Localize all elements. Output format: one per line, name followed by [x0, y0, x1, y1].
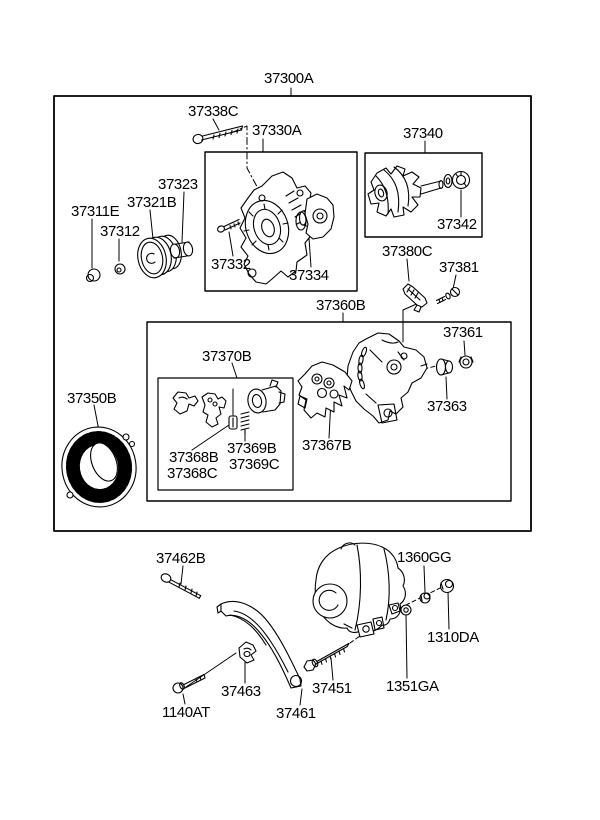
bolt-37462B-drawing — [160, 572, 201, 598]
rotor-37340-drawing — [368, 166, 443, 217]
rear-bracket-37360B-drawing — [347, 333, 427, 423]
bracket-37461-drawing — [217, 601, 302, 688]
part-label-37361: 37361 — [443, 324, 483, 341]
cap-nut-37363-drawing — [437, 359, 453, 375]
part-label-37321B: 37321B — [127, 194, 177, 211]
part-label-1140AT: 1140AT — [162, 704, 210, 721]
part-label-37311E: 37311E — [71, 203, 120, 220]
stator-37350B-drawing — [57, 422, 141, 512]
part-label-37330A: 37330A — [252, 122, 302, 139]
bolt-37338C-drawing — [192, 126, 242, 145]
part-label-37338C: 37338C — [188, 103, 239, 120]
washer-1351GA-drawing — [401, 605, 411, 615]
screw-37381-drawing — [437, 288, 460, 304]
nut-1310DA-drawing — [441, 580, 454, 593]
brush-holder-37380C-drawing — [403, 284, 427, 312]
holder-37368-drawing — [202, 393, 226, 427]
rectifier-37367B-drawing — [298, 362, 352, 418]
nut-37311E-drawing — [87, 269, 101, 282]
part-label-37370B: 37370B — [202, 348, 252, 365]
part-label-37332: 37332 — [211, 256, 251, 273]
part-label-37461: 37461 — [276, 705, 316, 722]
part-label-37463: 37463 — [221, 683, 261, 700]
bolt-37332-drawing — [217, 220, 240, 234]
bolt-1140AT-drawing — [173, 675, 205, 694]
part-label-1360GG: 1360GG — [397, 549, 452, 566]
ring-37312-drawing — [115, 264, 125, 274]
part-label-37342: 37342 — [437, 216, 477, 233]
part-label-37334: 37334 — [289, 267, 329, 284]
brush-37369B-drawing — [229, 416, 237, 429]
part-label-37363: 37363 — [427, 398, 467, 415]
nut-37361-drawing — [459, 356, 473, 368]
bracket-37368-drawing — [173, 392, 198, 414]
part-label-37340: 37340 — [403, 125, 443, 142]
part-label-37380C: 37380C — [382, 243, 433, 260]
part-label-37369B: 37369B — [227, 440, 277, 457]
part-label-37300A: 37300A — [264, 70, 314, 87]
spacer-37463-drawing — [239, 642, 256, 663]
bearing-37342-drawing — [453, 172, 470, 189]
part-label-37323: 37323 — [158, 176, 198, 193]
spring-37369C-drawing — [241, 412, 249, 434]
part-label-37369C: 37369C — [229, 456, 280, 473]
regulator-37370-drawing — [246, 380, 285, 414]
part-label-37462B: 37462B — [156, 550, 206, 567]
part-label-37381: 37381 — [439, 259, 479, 276]
part-label-37360B: 37360B — [316, 297, 366, 314]
bolt-37451-drawing — [304, 644, 349, 672]
alternator-assy-drawing — [313, 543, 405, 637]
washer-37342a-drawing — [444, 175, 452, 188]
part-label-37350B: 37350B — [67, 390, 117, 407]
part-label-37312: 37312 — [100, 223, 140, 240]
part-label-37451: 37451 — [312, 680, 352, 697]
part-label-37367B: 37367B — [302, 437, 352, 454]
part-label-1310DA: 1310DA — [427, 629, 479, 646]
part-label-37368C: 37368C — [167, 465, 218, 482]
part-label-37368B: 37368B — [169, 449, 219, 466]
nut-1360GG-drawing — [420, 593, 430, 603]
part-label-1351GA: 1351GA — [386, 678, 439, 695]
